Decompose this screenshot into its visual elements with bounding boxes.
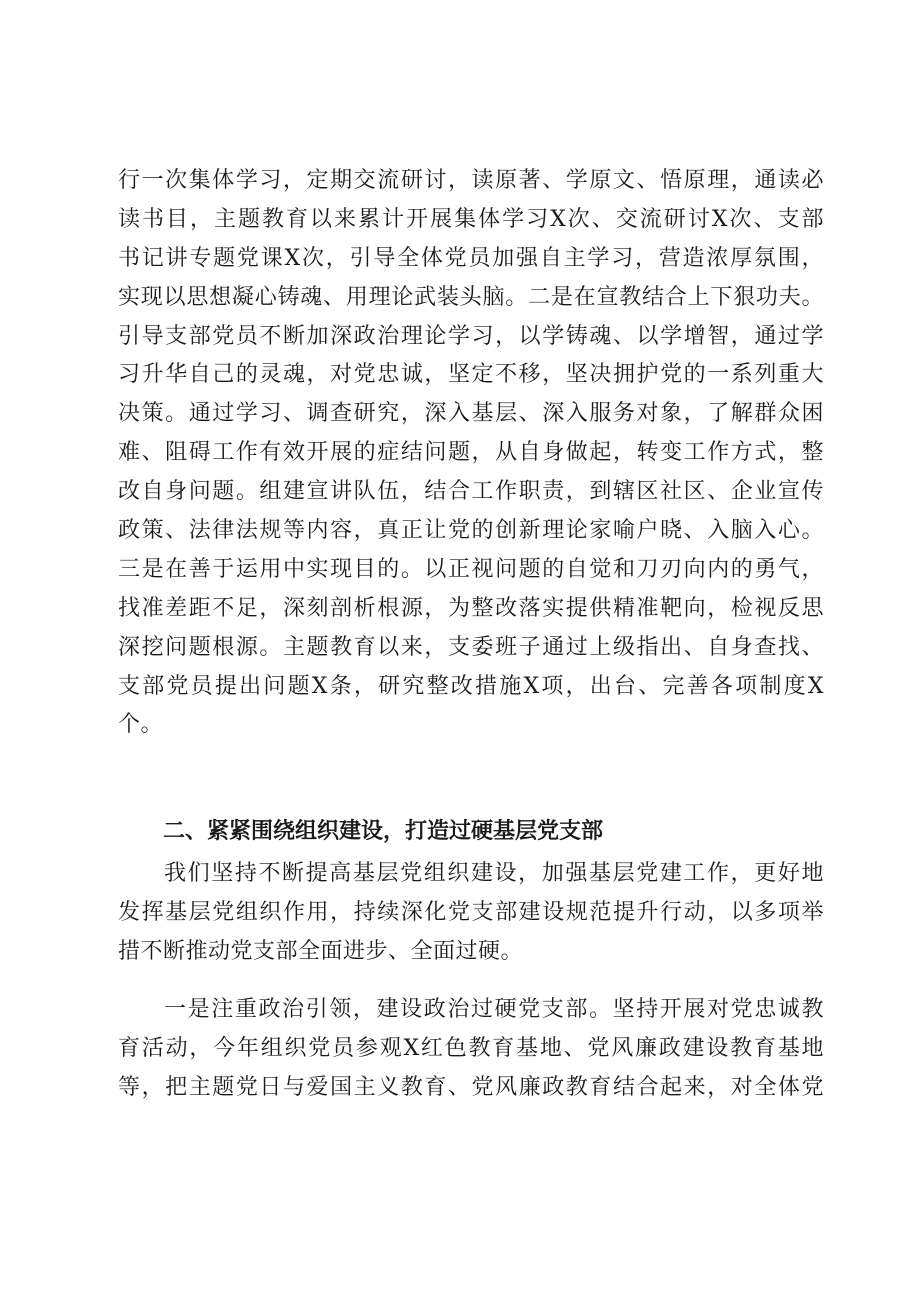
paragraph-line: 引导支部党员不断加深政治理论学习，以学铸魂、以学增智，通过学 <box>118 323 824 349</box>
paragraph-line: 决策。通过学习、调查研究，深入基层、深入服务对象，了解群众困 <box>118 401 824 427</box>
paragraph-2 <box>118 855 824 972</box>
paragraph-line: 措不断推动党支部全面进步、全面过硬。 <box>118 938 524 964</box>
paragraph-line: 发挥基层党组织作用，持续深化党支部建设规范提升行动，以多项举 <box>118 899 824 925</box>
paragraph-1 <box>118 162 824 745</box>
paragraph-line: 一是注重政治引领，建设政治过硬党支部。坚持开展对党忠诚教 <box>164 997 824 1022</box>
section-heading: 二、紧紧围绕组织建设，打造过硬基层党支部 <box>163 819 604 844</box>
paragraph-line: 读书目，主题教育以来累计开展集体学习X次、交流研讨X次、支部 <box>118 206 824 232</box>
paragraph-line: 等，把主题党日与爱国主义教育、党风廉政教育结合起来，对全体党 <box>118 1074 824 1100</box>
paragraph-line: 改自身问题。组建宣讲队伍，结合工作职责，到辖区社区、企业宣传 <box>118 479 824 505</box>
paragraph-3 <box>118 991 824 1108</box>
paragraph-line: 政策、法律法规等内容，真正让党的创新理论家喻户晓、入脑入心。 <box>118 518 824 544</box>
paragraph-line: 找准差距不足，深刻剖析根源，为整改落实提供精准靶向，检视反思 <box>118 595 824 621</box>
paragraph-line: 三是在善于运用中实现目的。以正视问题的自觉和刀刃向内的勇气， <box>118 556 824 582</box>
paragraph-line: 深挖问题根源。主题教育以来，支委班子通过上级指出、自身查找、 <box>118 634 824 660</box>
paragraph-line: 支部党员提出问题X条，研究整改措施X项，出台、完善各项制度X <box>118 673 824 699</box>
paragraph-line: 行一次集体学习，定期交流研讨，读原著、学原文、悟原理，通读必 <box>118 168 824 193</box>
paragraph-line: 我们坚持不断提高基层党组织建设，加强基层党建工作，更好地 <box>164 861 824 886</box>
paragraph-line: 育活动，今年组织党员参观X红色教育基地、党风廉政建设教育基地 <box>118 1035 824 1061</box>
paragraph-line: 个。 <box>118 712 164 738</box>
paragraph-line: 实现以思想凝心铸魂、用理论武装头脑。二是在宣教结合上下狠功夫。 <box>118 284 824 310</box>
paragraph-line: 书记讲专题党课X次，引导全体党员加强自主学习，营造浓厚氛围， <box>118 245 824 271</box>
paragraph-line: 习升华自己的灵魂，对党忠诚，坚定不移，坚决拥护党的一系列重大 <box>118 362 824 388</box>
paragraph-line: 难、阻碍工作有效开展的症结问题，从自身做起，转变工作方式，整 <box>118 440 824 466</box>
